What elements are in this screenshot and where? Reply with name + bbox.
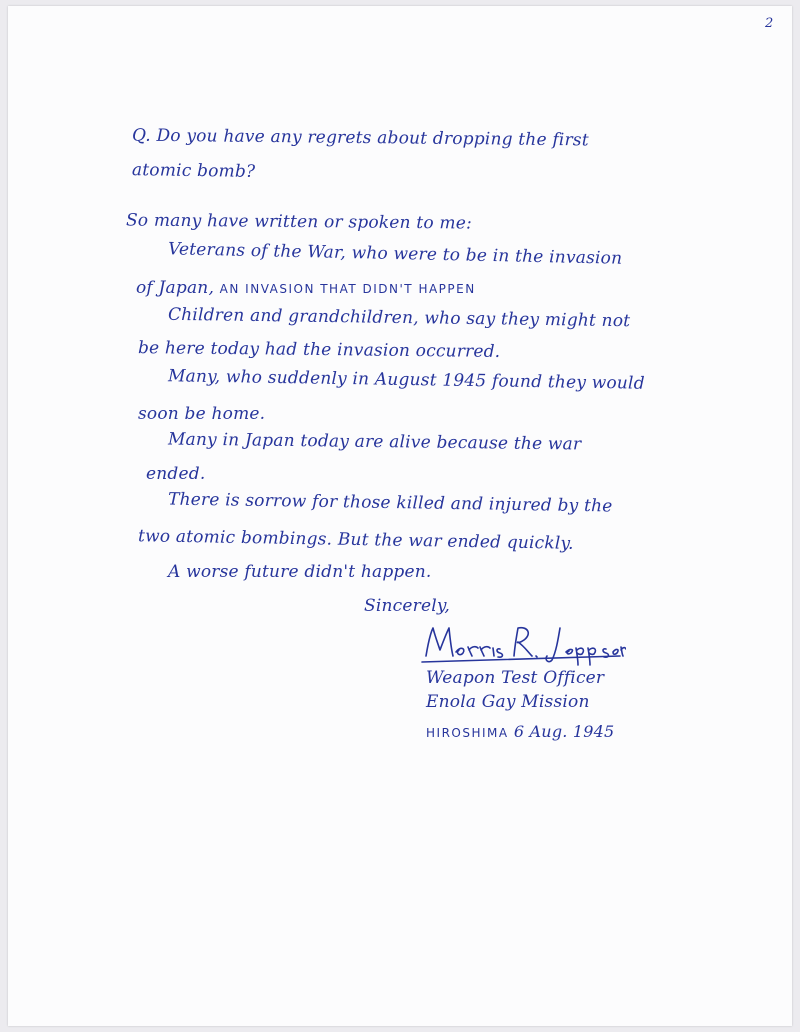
body-line-11: two atomic bombings. But the war ended quickly. — [137, 526, 574, 554]
body-line-10: There is sorrow for those killed and injured by the — [167, 489, 613, 517]
signature-title: Weapon Test Officer — [426, 668, 605, 688]
closing: Sincerely, — [364, 596, 450, 616]
question-line-1: Q. Do you have any regrets about dropping the first — [131, 125, 589, 151]
handwritten-signature — [420, 622, 626, 666]
body-line-6: Many, who suddenly in August 1945 found they would — [167, 366, 645, 394]
body-line-4: Children and grandchildren, who say they might not — [167, 304, 631, 332]
body-line-3 — [136, 278, 476, 298]
invasion-caps-text: AN INVASION THAT DIDN'T HAPPEN — [219, 282, 476, 296]
body-line-8: Many in Japan today are alive because the war — [167, 429, 582, 455]
question-line-2: atomic bomb? — [131, 160, 256, 182]
body-line-7: soon be home. — [138, 404, 266, 424]
letter-page — [8, 6, 792, 1026]
signature-date: 6 Aug. 1945 — [513, 722, 615, 741]
signature-place-date — [426, 722, 614, 741]
body-line-2: Veterans of the War, who were to be in the invasion — [167, 239, 623, 269]
body-line-3-text: of Japan, — [136, 278, 215, 298]
signature-mission: Enola Gay Mission — [426, 692, 590, 712]
body-line-12: A worse future didn't happen. — [168, 562, 432, 582]
body-line-9: ended. — [146, 464, 206, 484]
body-line-5: be here today had the invasion occurred. — [137, 338, 501, 362]
signature-place: HIROSHIMA — [426, 726, 509, 740]
body-line-1: So many have written or spoken to me: — [125, 210, 473, 234]
page-number: 2 — [765, 16, 774, 31]
